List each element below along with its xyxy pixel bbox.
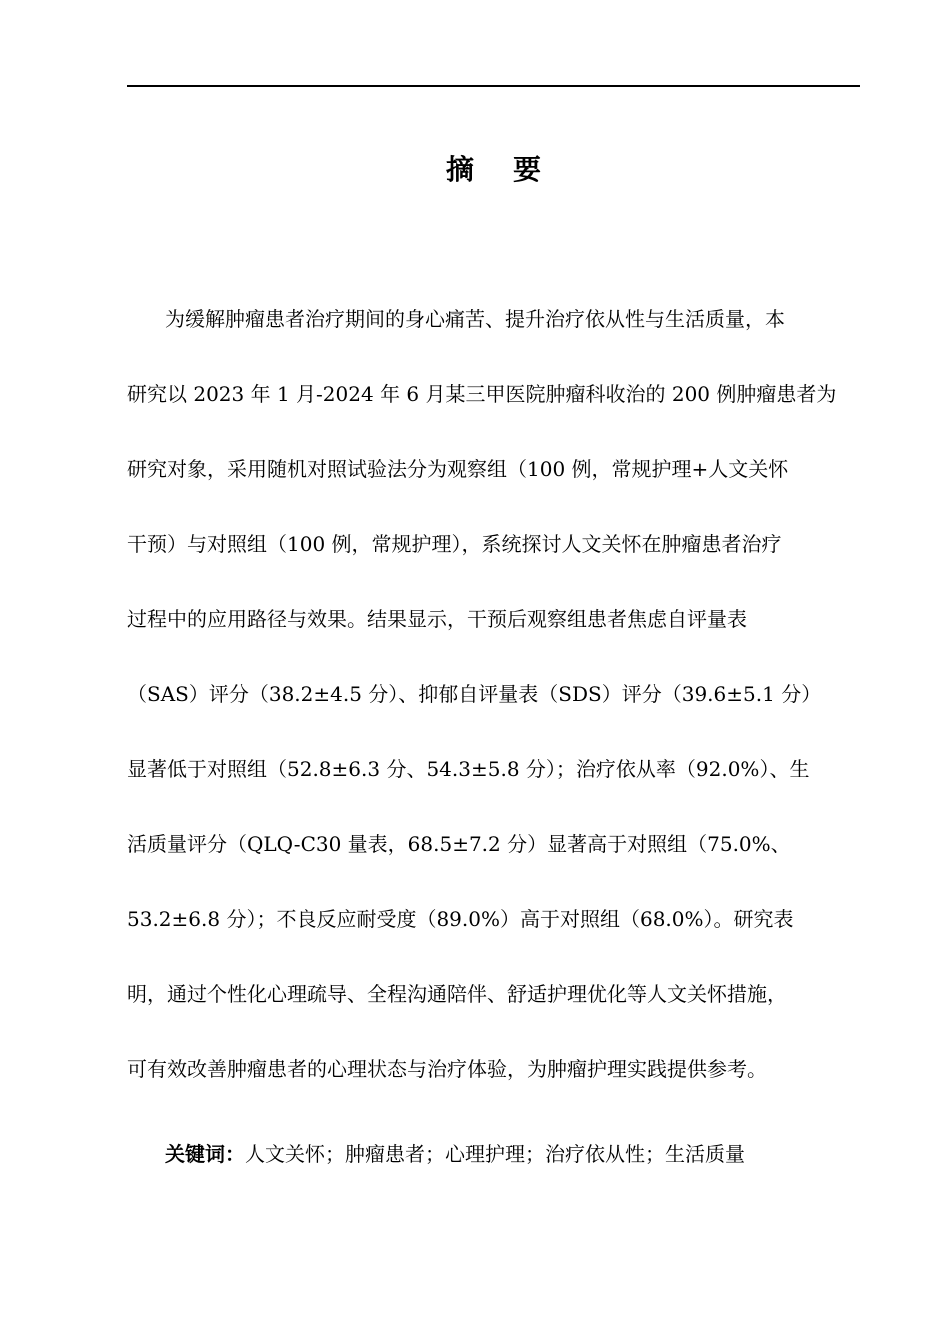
abstract-title: 摘 要 xyxy=(446,153,541,186)
abstract-line: 显著低于对照组（52.8±6.3 分、54.3±5.8 分）；治疗依从率（92.0%）、生 xyxy=(127,757,810,781)
abstract-line: 为缓解肿瘤患者治疗期间的身心痛苦、提升治疗依从性与生活质量，本 xyxy=(165,307,785,331)
abstract-line: 53.2±6.8 分）；不良反应耐受度（89.0%）高于对照组（68.0%）。研究表 xyxy=(127,907,794,931)
abstract-line: 研究对象，采用随机对照试验法分为观察组（100 例，常规护理+人文关怀 xyxy=(127,457,789,481)
abstract-line: 可有效改善肿瘤患者的心理状态与治疗体验，为肿瘤护理实践提供参考。 xyxy=(127,1057,767,1081)
abstract-line: 干预）与对照组（100 例，常规护理），系统探讨人文关怀在肿瘤患者治疗 xyxy=(127,532,782,556)
abstract-line: 研究以 2023 年 1 月-2024 年 6 月某三甲医院肿瘤科收治的 200 例肿瘤患者为 xyxy=(127,382,837,406)
abstract-line: （SAS）评分（38.2±4.5 分）、抑郁自评量表（SDS）评分（39.6±5.1 分） xyxy=(127,682,822,706)
abstract-body xyxy=(127,282,860,1107)
abstract-line: 过程中的应用路径与效果。结果显示，干预后观察组患者焦虑自评量表 xyxy=(127,607,747,631)
abstract-line: 活质量评分（QLQ-C30 量表，68.5±7.2 分）显著高于对照组（75.0%、 xyxy=(127,832,791,856)
header-rule xyxy=(127,85,860,87)
keywords-text: 人文关怀；肿瘤患者；心理护理；治疗依从性；生活质量 xyxy=(245,1142,745,1166)
abstract-line: 明，通过个性化心理疏导、全程沟通陪伴、舒适护理优化等人文关怀措施， xyxy=(127,982,787,1006)
keywords-label: 关键词： xyxy=(165,1142,245,1166)
keywords-line xyxy=(165,1136,865,1172)
